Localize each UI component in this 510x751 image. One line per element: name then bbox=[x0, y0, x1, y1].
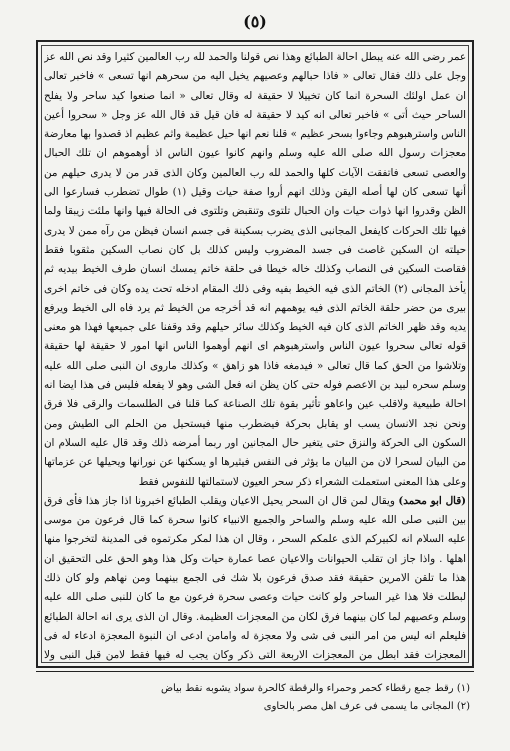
footnote-2: (٢) المجانى ما يسمى فى عرف اهل مصر بالحاوى bbox=[263, 701, 470, 712]
section-heading: (قال ابو محمد) bbox=[398, 494, 466, 507]
paragraph-text: ويقال لمن قال ان السحر يحيل الاعيان ويقلب الطبائع اخبرونا اذا جاز هذا فأى فرق بين النبى صلى الله عليه وسلم والساحر والجميع الانبياء كانوا سحرة كما قال فرعون من موسى عليه السلام انه لكبيركم الذى علمكم السحر ، وقال ان هذا لمكر مكرتموه فى المدينة لتخرجوا منها اهلها . واذا جاز ان تقلب الحيوانات والاعيان عصا عمارة حيات وكل هذا وهو الحق على التحقيق ان هذا ما تلقن الامرين حقيقة فقد صدق فرعون بلا شك فى الجمع بينهما ومن نهاهم ولو كان ذلك لبطلت فلا هذا غير الساحر ولو كانت حيات وعصى سحرة فرعون مع ما كان للنبى صلى الله عليه وسلم وعصيهم لما كان بينهما فرق لكان من المعجزات العظيمة. وقال ان الذى يرى انه احالة الطبائع فليعلم انه ليس من امر النبى فى شى ولا معجزة له وامامن ادعى ان النبوة المعجزة ادعاء له فى المعجزات فقد ابطل من المعجزات الاربعة التى ذكر وكان يجب له فيها فقط لامن قبل النبى ولا bbox=[44, 494, 466, 662]
footnotes bbox=[40, 680, 470, 716]
paragraph bbox=[44, 492, 466, 664]
paragraph: عمر رضى الله عنه يبطل احالة الطبائع وهذا نص قولنا والحمد لله رب العالمين كثيرا وقد نص الله عز وجل على ذلك فقال تعالى « فاذا حبالهم وعصيهم يخيل اليه من سحرهم انها تسعى » فاخبر تعالى ان عمل اولئك السحرة انما كان تخييلا لا حقيقة له وقال تعالى « انما صنعوا كيد ساحر ولا يفلح الساحر حيث أتى » فاخبر تعالى انه كيد لا حقيقة له فان قيل قد قال الله عز وجل « سحروا أعين الناس واسترهبوهم وجاءوا بسحر عظيم » قلنا نعم انها حيل عظيمة واثم عظيم اذ قصدوا بها معارضة معجزات رسول الله صلى الله عليه وسلم وانهم كانوا عيون الناس اذ أوهموهم ان تلك الحبال والعصى تسعى فاتفقت الآيات كلها والحمد لله رب العالمين وكان الذى قدر من لا يدرى حيلهم من أنها تسعى كان لها أصله اليقن وذلك انهم أروا صفة حيات وقيل (١) طوال تضطرب فسارعوا الى الظن وقدروا انها ذوات حيات وان الحبال تلتوى وتنقبض وتلتوى فى الحالة فيها وانها ملئت زيبقا ولما فيها تلك الحركات كايفعل المجانبى الذى يضرب بسكينة فى جسم انسان فيظن من رآه ممن لا يدرى حيلته ان السكين غاصت فى جسد المضروب وليس كذلك بل كان نصاب السكين مثقوبا فقط فقاصت السكين فى النصاب وكذلك خاله خيطا فى حلقة خاتم يمسك انسان طرف الخيط بيديه ثم يأخذ المجانى (٢) الخاتم الذى فيه الخيط بفيه وفى ذلك المقام ادخله تحت يده وكان فى خاتم اخرى بيرى من حضر حلقة الخاتم الذى فيه يوهمهم انه قد أخرجه من الخيط ثم يرد فاه الى الخيط ويرفع يديه وقد ظهر الخاتم الذى كان فيه الخيط وكذلك سائر حيلهم وقد وقفنا على جميعها فهذا هو معنى قوله تعالى سحروا عيون الناس واسترهبوهم اى انهم أوهموا الناس انها امور لا حقيقة لها حقيقة وتلاشوا من الحق كما قال تعالى « فيدمغه فاذا هو زاهق » وكذلك ماروى ان النبى صلى الله عليه وسلم سحره لبيد بن الاعصم فوله حتى كان يظن انه فعل الشى وهو لا يفعله فليس فى هذا ايضا انه احالة طبيعية ولاقلب عين واعاهو تأثير بقوة تلك الصناعة كما قلنا فى الطلسمات والرقى فلا فرق ونحن نجد الانسان يسب او يقابل بحركة فيضطرب منها فيستحيل من الحلم الى الطيش ومن السكون الى الحركة والنزق حتى يتغير حال المجانين اور ربما أمرضه ذلك وقد قال عليه السلام ان من البيان لسحرا لان من البيان ما يؤثر فى النفس فيثيرها او يسكنها عن نورانها ويحيلها عن عزماتها وعلى هذا المعنى استعملت الشعراء ذكر سحر العيون لاستمالتها للنفوس فقط bbox=[44, 51, 466, 488]
page-number: (٥) bbox=[243, 12, 267, 31]
footnote-1: (١) رقط جمع رقطاء كحمر وحمراء والرقطة كالحرة سواد يشوبه نقط بياض bbox=[160, 683, 470, 694]
footnote-divider bbox=[36, 671, 474, 672]
main-text bbox=[44, 48, 466, 664]
